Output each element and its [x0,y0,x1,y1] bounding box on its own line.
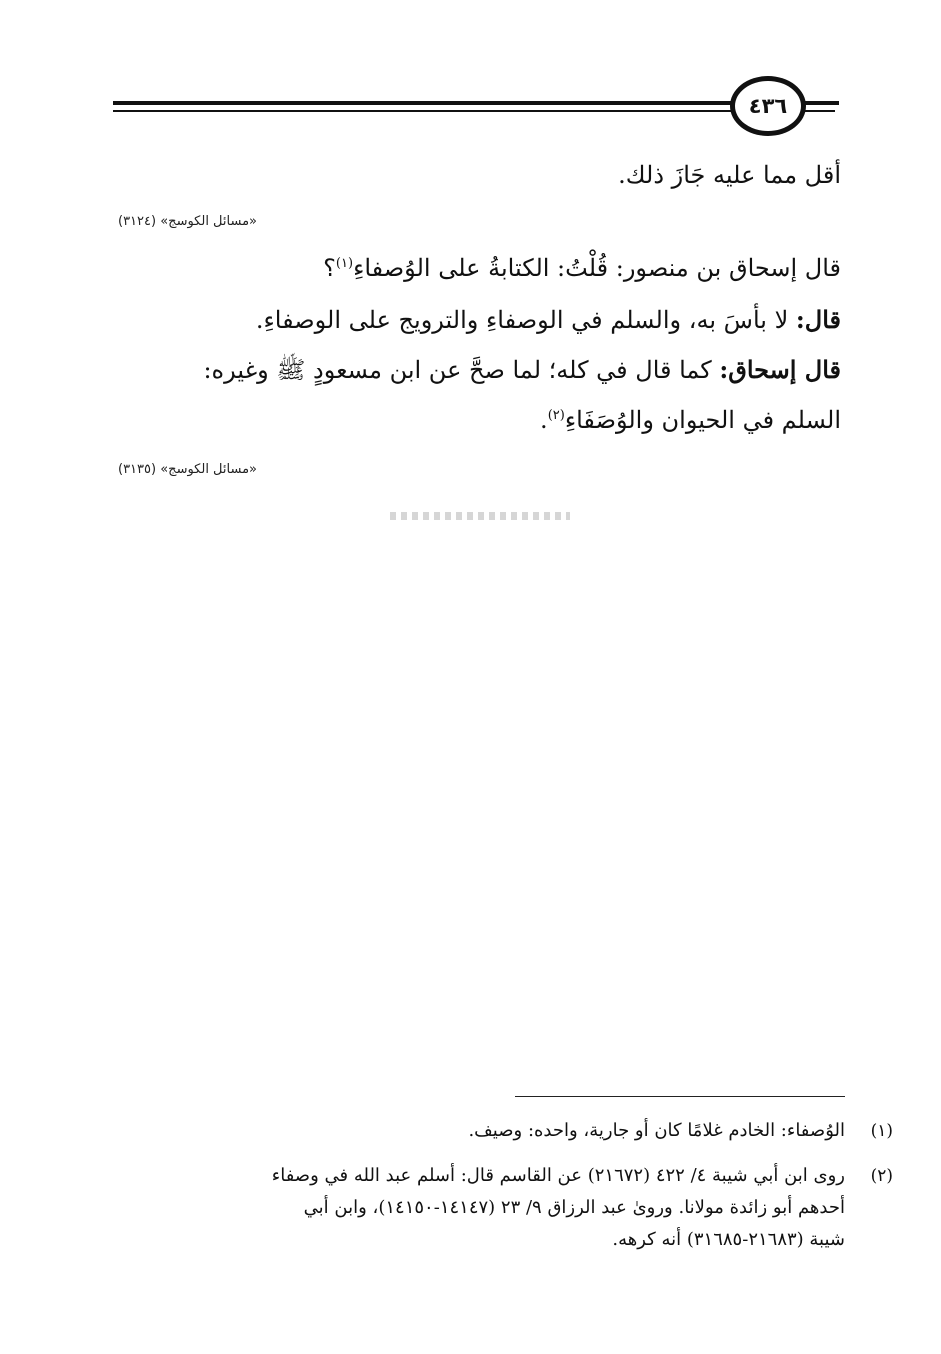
page-number: ٤٣٦ [748,94,788,118]
footnote-number: (٢) [870,1166,893,1186]
footnote-number: (١) [870,1121,893,1141]
footnote-2 [125,1160,893,1256]
header-rule-thin [113,110,733,112]
text-line-1 [618,155,841,195]
footnote-line: روى ابن أبي شيبة ٤/ ٤٢٢ (٢١٦٧٢) عن القاسم قال: أسلم عبد الله في وصفاء [271,1165,845,1186]
speaker-label: قال: [795,305,841,334]
line-text: كما قال في كله؛ لما صحَّ عن ابن مسعودٍ ﷺ وغيره: [203,356,720,384]
speaker-label: قال إسحاق: [719,355,841,384]
footnote-line: الوُصفاء: الخادم غلامًا كان أو جارية، واحده: وصيف. [468,1120,845,1141]
footnote-line: أحدهم أبو زائدة مولانا. وروىٰ عبد الرزاق ٩/ ٢٣ (١٤١٤٧-١٤١٥٠)، وابن أبي [303,1197,845,1218]
line-end: ؟ [323,254,336,282]
footnote-separator [515,1096,845,1097]
text-line-2 [323,248,841,288]
text-line-3 [256,300,841,340]
footnote-line: شيبة (٢١٦٨٣-٣١٦٨٥) أنه كرهه. [612,1229,845,1250]
line-text: قال إسحاق بن منصور: قُلْتُ: الكتابةُ على الوُصفاءِ [353,254,841,282]
text-line-4 [203,350,841,390]
footnote-1 [125,1115,893,1147]
source-citation-1: «مسائل الكوسج» (٣١٢٤) [118,214,257,229]
page-number-frame [730,76,806,136]
line-text: السلم في الحيوان والوُصَفَاءِ [564,406,841,434]
line-text: أقل مما عليه جَازَ ذلك. [618,161,841,189]
section-ornament [390,512,570,520]
header-rule-tail [805,101,839,105]
text-line-5 [540,400,841,440]
header-rule [113,101,733,105]
footnote-ref-1[interactable]: (١) [335,256,354,271]
line-end: . [540,406,548,434]
header-rule-tail-thin [805,110,835,112]
footnote-ref-2[interactable]: (٢) [547,408,565,423]
line-text: لا بأسَ به، والسلم في الوصفاءِ والترويج على الوصفاءِ. [255,306,796,334]
source-citation-2: «مسائل الكوسج» (٣١٣٥) [118,462,257,477]
